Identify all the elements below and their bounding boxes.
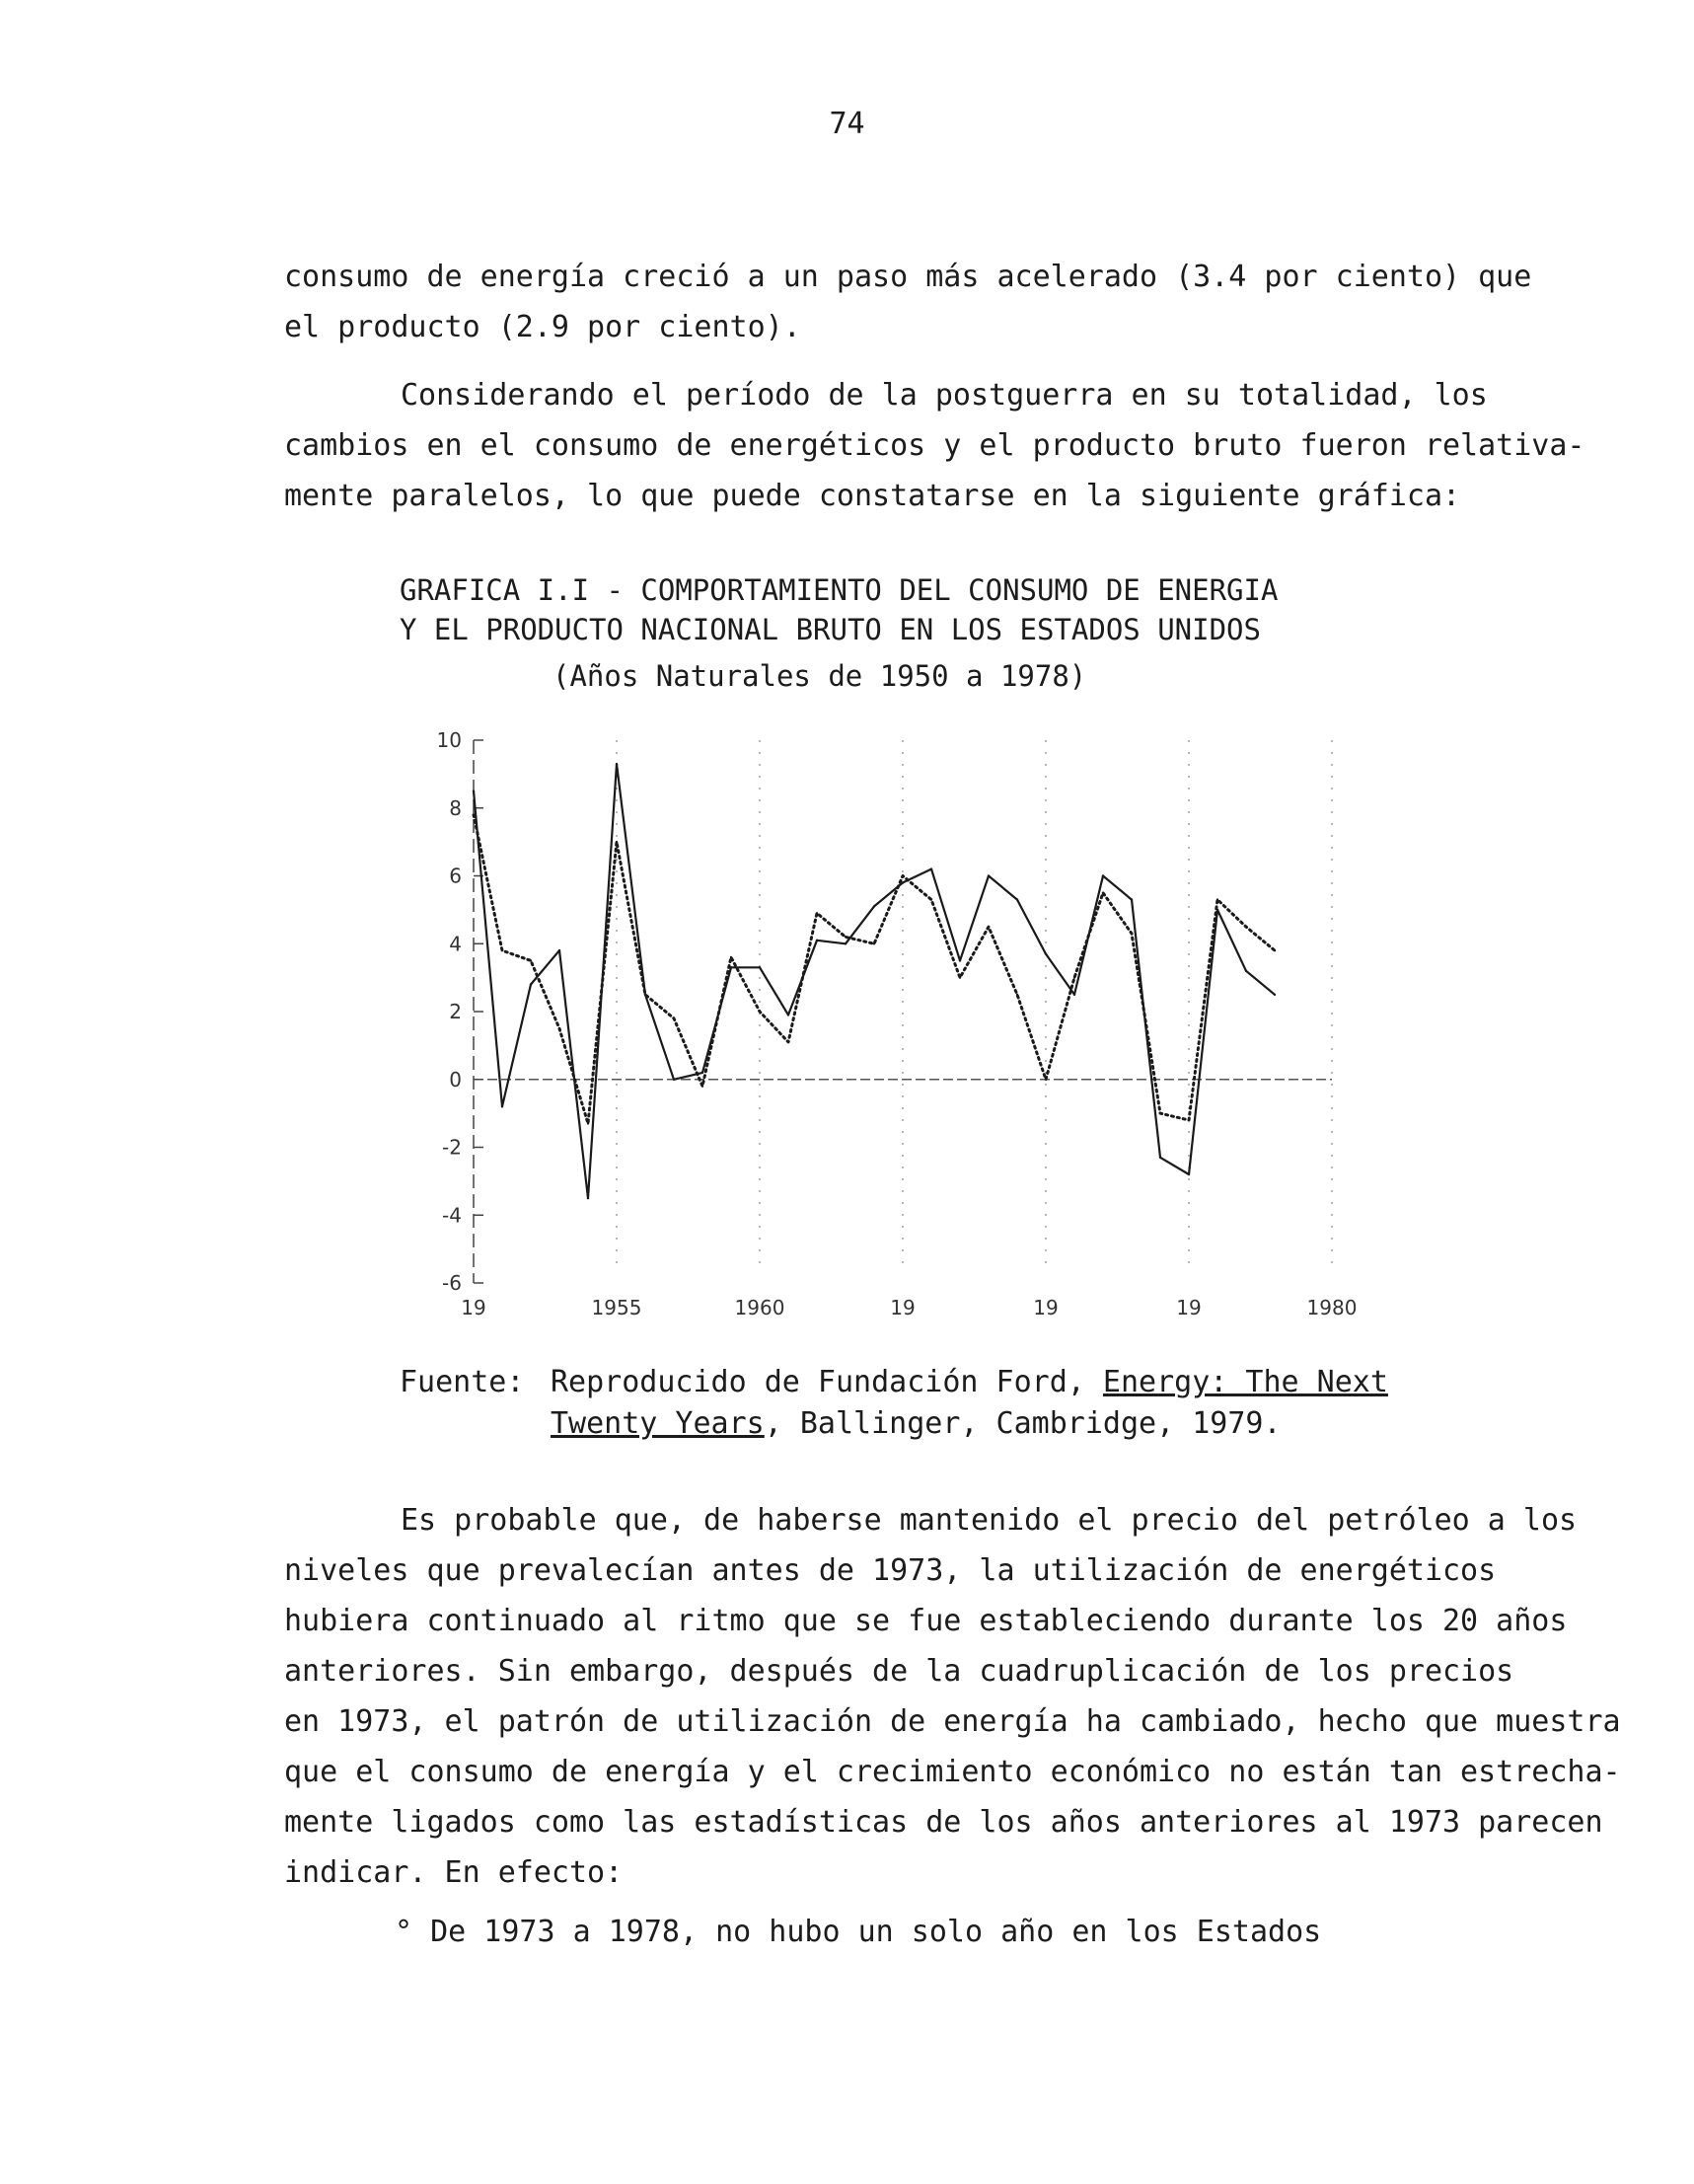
series-point [1131,898,1133,900]
series-point [558,1027,560,1029]
series-point [873,942,875,944]
series-point [1159,1157,1161,1159]
y-tick-label: 4 [449,932,462,956]
source-suffix: , Ballinger, Cambridge, 1979. [764,1406,1282,1441]
paragraph-line: anteriores. Sin embargo, después de la cuadruplicación de los precios [284,1654,1514,1689]
x-tick-label: 19 [1033,1296,1059,1319]
series-line-dotted [474,815,1275,1124]
paragraph-1 [284,252,1557,352]
chart-title-line: Y EL PRODUCTO NACIONAL BRUTO EN LOS ESTADOS UNIDOS [400,613,1261,646]
series-point [1274,994,1276,996]
series-point [930,867,932,869]
series-point [1131,933,1133,935]
series-point [845,936,847,938]
series-point [587,1122,589,1124]
chart-title [400,570,1278,649]
series-point [759,966,761,968]
series-point [988,874,990,876]
series-point [587,1197,589,1199]
source-title-part-2: Twenty Years [551,1406,765,1441]
bullet-item: ° De 1973 a 1978, no hubo un solo año en los Estados [395,1915,1322,1949]
chart-series-layer [473,763,1276,1199]
series-point [530,983,532,985]
paragraph-line: que el consumo de energía y el crecimiento económico no están tan estrecha- [284,1755,1621,1789]
source-reference [551,1362,1388,1445]
source-prefix: Reproducido de Fundación Ford, [551,1365,1103,1399]
paragraph-line: Es probable que, de haberse mantenido el precio del petróleo a los [401,1503,1578,1538]
series-point [1245,970,1247,972]
paragraph-2 [284,370,1585,521]
source-title-part-1: Energy: The Next [1102,1365,1388,1399]
series-point [816,912,818,914]
series-point [845,942,847,944]
series-point [730,956,732,958]
series-point [701,1085,703,1087]
series-point [787,1014,789,1016]
paragraph-line: cambios en el consumo de energéticos y el producto bruto fueron relativa- [284,428,1585,463]
chart-labels-layer [437,728,1358,1319]
source-label: Fuente: [400,1365,525,1399]
y-tick-label: -4 [442,1203,462,1228]
series-point [902,881,904,883]
series-point [673,1017,675,1019]
x-tick-label: 19 [461,1296,486,1319]
paragraph-line: el producto (2.9 por ciento). [284,310,801,344]
series-point [1188,1119,1190,1121]
y-tick-label: -2 [442,1135,462,1160]
paragraph-line: mente ligados como las estadísticas de los años anteriores al 1973 parecen [284,1805,1603,1840]
series-point [930,898,932,900]
chart-subtitle: (Años Naturales de 1950 a 1978) [552,659,1087,693]
paragraph-line: niveles que prevalecían antes de 1973, la utilización de energéticos [284,1553,1497,1588]
series-point [988,926,990,928]
series-point [501,1105,503,1107]
series-point [1073,994,1075,996]
series-point [644,994,646,996]
x-tick-label: 19 [890,1296,916,1319]
paragraph-line: Considerando el período de la postguerra en su totalidad, los [401,378,1488,413]
x-tick-label: 1980 [1306,1296,1358,1319]
series-point [1188,1173,1190,1175]
line-chart [414,711,1381,1342]
series-point [1274,949,1276,951]
series-point [1102,874,1104,876]
y-tick-label: 0 [449,1067,462,1092]
series-point [959,976,961,978]
series-point [816,940,818,941]
x-tick-label: 1955 [591,1296,642,1319]
series-point [759,1011,761,1013]
series-point [902,874,904,876]
paragraph-line: mente paralelos, lo que puede constatarse en la siguiente gráfica: [284,479,1461,513]
series-point [873,905,875,907]
series-point [673,1079,675,1081]
y-tick-label: 2 [449,1000,462,1023]
y-tick-label: 10 [436,728,462,752]
series-line-solid [474,764,1275,1198]
chart-title-line: GRAFICA I.I - COMPORTAMIENTO DEL CONSUMO DE ENERGIA [400,573,1279,607]
paragraph-line: hubiera continuado al ritmo que se fue estableciendo durante los 20 años [284,1604,1568,1638]
series-point [1045,952,1047,954]
series-point [1016,898,1018,900]
paragraph-3 [284,1495,1621,1898]
source-line-1 [551,1362,1388,1403]
y-tick-label: 8 [449,795,462,820]
series-point [616,763,618,765]
series-point [616,841,618,843]
series-point [473,790,475,791]
series-point [787,1041,789,1043]
series-point [1045,1079,1047,1081]
paragraph-line: consumo de energía creció a un paso más acelerado (3.4 por ciento) que [284,260,1532,294]
series-point [1102,891,1104,893]
paragraph-line: en 1973, el patrón de utilización de energía ha cambiado, hecho que muestra [284,1704,1621,1739]
x-tick-label: 19 [1176,1296,1202,1319]
series-point [1245,926,1247,928]
y-tick-label: -6 [442,1271,462,1295]
series-point [1216,898,1218,900]
page-number: 74 [829,107,865,141]
series-point [558,949,560,951]
series-point [1159,1112,1161,1114]
source-line-2 [551,1403,1388,1445]
series-point [959,959,961,961]
y-tick-label: 6 [449,864,462,888]
series-point [701,1072,703,1074]
series-point [1016,994,1018,996]
paragraph-line: indicar. En efecto: [284,1855,624,1890]
series-point [1073,976,1075,978]
x-tick-label: 1960 [734,1296,785,1319]
series-point [530,959,532,961]
series-point [501,949,503,951]
series-point [473,813,475,815]
